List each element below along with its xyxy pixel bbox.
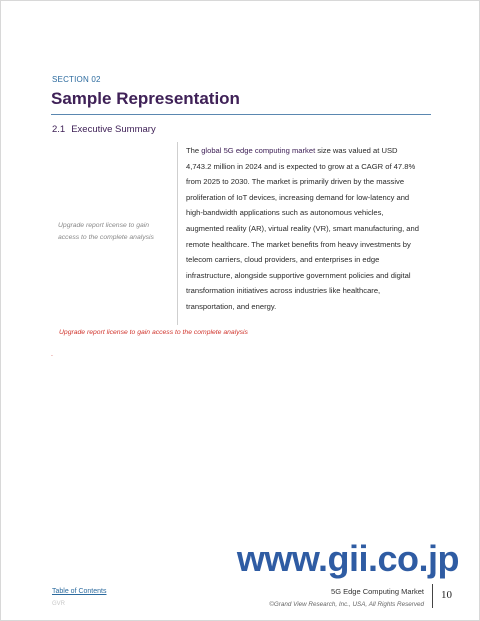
footer-copyright: ©Grand View Research, Inc., USA, All Rights Reserved	[269, 601, 424, 608]
locked-content-notice: Upgrade report license to gain access to the complete analysis	[58, 222, 154, 241]
watermark-url: www.gii.co.jp	[236, 538, 459, 579]
footer-code: GVR	[52, 601, 66, 607]
upgrade-notice: Upgrade report license to gain access to the complete analysis	[59, 329, 248, 336]
subsection-title: Executive Summary	[71, 124, 156, 135]
subsection-number: 2.1	[52, 124, 66, 135]
footer-divider	[432, 584, 433, 608]
title-divider	[51, 114, 431, 115]
summary-intro: The	[186, 146, 202, 155]
red-mark: .	[51, 351, 53, 358]
section-label: SECTION 02	[52, 75, 101, 84]
executive-summary-text	[186, 143, 421, 315]
column-divider	[177, 142, 178, 325]
page-number: 10	[441, 589, 452, 601]
subsection-heading	[52, 124, 156, 135]
summary-highlight: global 5G edge computing market	[201, 146, 316, 155]
table-of-contents-link[interactable]: Table of Contents	[52, 588, 107, 595]
page-title: Sample Representation	[51, 89, 240, 108]
summary-body: size was valued at USD 4,743.2 million in 2024 and is expected to grow at a CAGR of 47.8% from 2025 to 2030. The market is primarily driven by the massive proliferation of IoT devices, increasing demand for low-latency and high-bandwidth applications such as autonomous vehicles, augmented reality (AR), virtual reality (VR), smart manufacturing, and remote healthcare. The market benefits from heavy investments by telecom carriers, cloud providers, and enterprises in edge infrastructure, alongside supportive government policies and digital transformation initiatives across industries like healthcare, transportation, and energy.	[186, 146, 419, 311]
footer-report-name: 5G Edge Computing Market	[331, 587, 424, 596]
